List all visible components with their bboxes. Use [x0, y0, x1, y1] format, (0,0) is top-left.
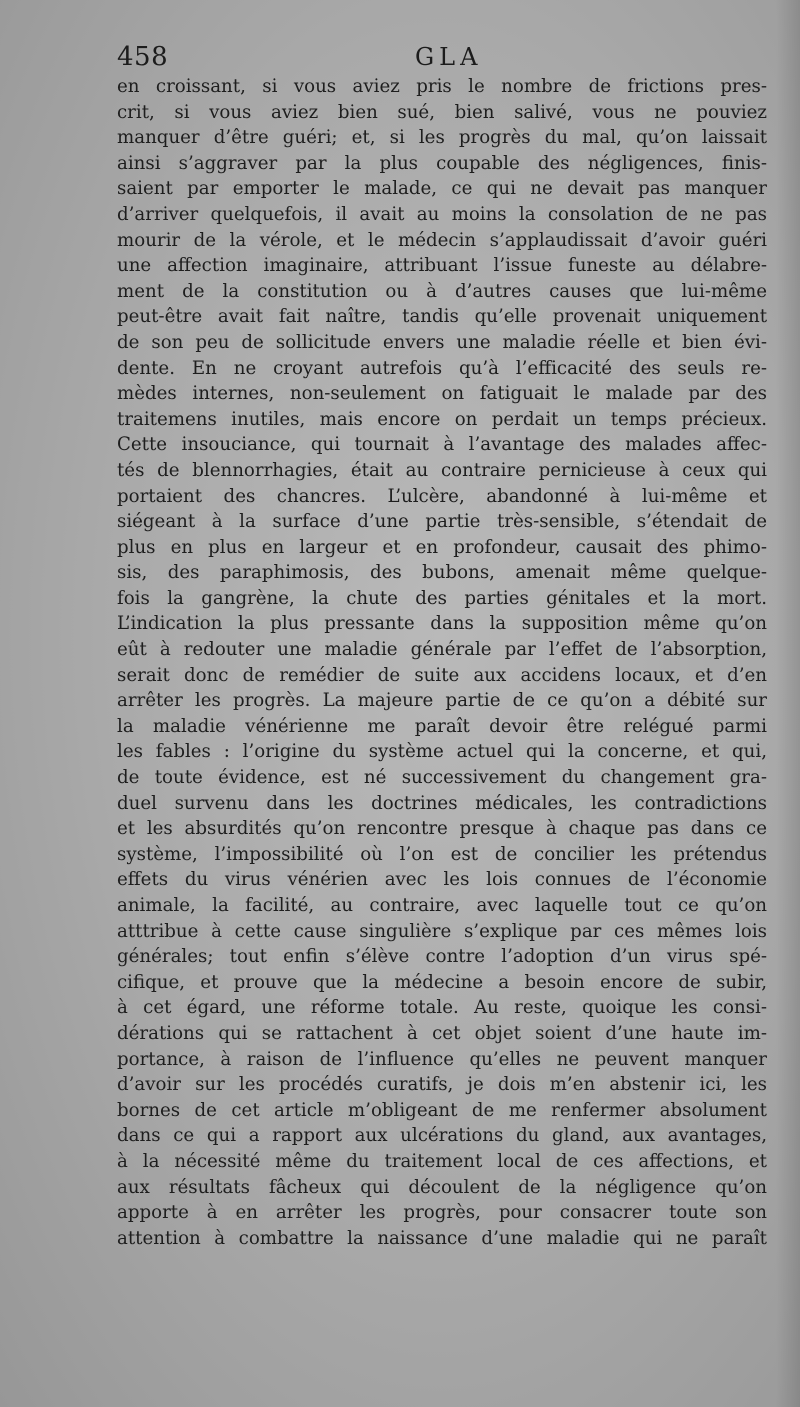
running-head: GLA [415, 43, 483, 71]
text-line: manquer d’être guéri; et, si les progrès du mal, qu’on laissait [117, 127, 767, 149]
text-line: effets du virus vénérien avec les lois connues de l’économie [117, 869, 767, 891]
text-line: mourir de la vérole, et le médecin s’applaudissait d’avoir guéri [117, 229, 767, 251]
text-line: dente. En ne croyant autrefois qu’à l’efficacité des seuls re- [117, 357, 767, 379]
text-line: portaient des chancres. L’ulcère, abandonné à lui-même et [117, 485, 767, 507]
text-line: mèdes internes, non-seulement on fatiguait le malade par des [117, 383, 767, 405]
text-line: dérations qui se rattachent à cet objet soient d’une haute im- [117, 1022, 767, 1044]
text-line: en croissant, si vous aviez pris le nombre de frictions pres- [117, 76, 767, 97]
text-line: sis, des paraphimosis, des bubons, amenait même quelque- [117, 562, 767, 584]
text-line: de son peu de sollicitude envers une maladie réelle et bien évi- [117, 331, 767, 353]
text-line: duel survenu dans les doctrines médicales, les contradictions [117, 792, 767, 814]
text-line: portance, à raison de l’influence qu’elles ne peuvent manquer [117, 1048, 767, 1070]
text-line: traitemens inutiles, mais encore on perdait un temps précieux. [117, 408, 767, 430]
text-line: générales; tout enfin s’élève contre l’adoption d’un virus spé- [117, 946, 767, 968]
text-line: système, l’impossibilité où l’on est de concilier les prétendus [117, 843, 767, 865]
text-line: eût à redouter une maladie générale par l’effet de l’absorption, [117, 639, 767, 661]
text-line: tés de blennorrhagies, était au contraire pernicieuse à ceux qui [117, 459, 767, 481]
text-line: les fables : l’origine du système actuel qui la concerne, et qui, [117, 741, 767, 763]
text-line: crit, si vous aviez bien sué, bien salivé, vous ne pouviez [117, 101, 767, 123]
text-line: et les absurdités qu’on rencontre presque à chaque pas dans ce [117, 818, 767, 840]
text-line: bornes de cet article m’obligeant de me renfermer absolument [117, 1099, 767, 1121]
text-line: la maladie vénérienne me paraît devoir être relégué parmi [117, 715, 767, 737]
text-line: ainsi s’aggraver par la plus coupable des négligences, finis- [117, 152, 767, 174]
text-line: cifique, et prouve que la médecine a besoin encore de subir, [117, 971, 767, 993]
text-line: atttribue à cette cause singulière s’explique par ces mêmes lois [117, 920, 767, 942]
text-line: ment de la constitution ou à d’autres causes que lui-même [117, 280, 767, 302]
text-line: Cette insouciance, qui tournait à l’avantage des malades affec- [117, 434, 767, 456]
page-number: 458 [117, 42, 169, 72]
text-line: peut-être avait fait naître, tandis qu’elle provenait uniquement [117, 306, 767, 328]
page-header [117, 40, 767, 74]
text-line: attention à combattre la naissance d’une maladie qui ne paraît [117, 1227, 767, 1249]
text-line: d’arriver quelquefois, il avait au moins la consolation de ne pas [117, 203, 767, 225]
text-line: à cet égard, une réforme totale. Au reste, quoique les consi- [117, 997, 767, 1019]
text-line: une affection imaginaire, attribuant l’issue funeste au délabre- [117, 255, 767, 277]
text-line: de toute évidence, est né successivement du changement gra- [117, 767, 767, 789]
text-line: à la nécessité même du traitement local de ces affections, et [117, 1150, 767, 1172]
text-line: plus en plus en largeur et en profondeur, causait des phimo- [117, 536, 767, 558]
text-line: saient par emporter le malade, ce qui ne devait pas manquer [117, 178, 767, 200]
text-line: apporte à en arrêter les progrès, pour consacrer toute son [117, 1202, 767, 1224]
text-line: L’indication la plus pressante dans la supposition même qu’on [117, 613, 767, 635]
text-line: animale, la facilité, au contraire, avec laquelle tout ce qu’on [117, 895, 767, 916]
text-line: arrêter les progrès. La majeure partie de ce qu’on a débité sur [117, 690, 767, 712]
text-line: aux résultats fâcheux qui découlent de la négligence qu’on [117, 1176, 767, 1198]
text-line: siégeant à la surface d’une partie très-sensible, s’étendait de [117, 511, 767, 533]
page-edge-shadow [776, 0, 800, 1407]
text-line: d’avoir sur les procédés curatifs, je dois m’en abstenir ici, les [117, 1074, 767, 1096]
text-line: fois la gangrène, la chute des parties génitales et la mort. [117, 587, 767, 609]
text-line: serait donc de remédier de suite aux accidens locaux, et d’en [117, 664, 767, 686]
body-text [117, 74, 767, 1251]
text-line: dans ce qui a rapport aux ulcérations du gland, aux avantages, [117, 1125, 767, 1147]
